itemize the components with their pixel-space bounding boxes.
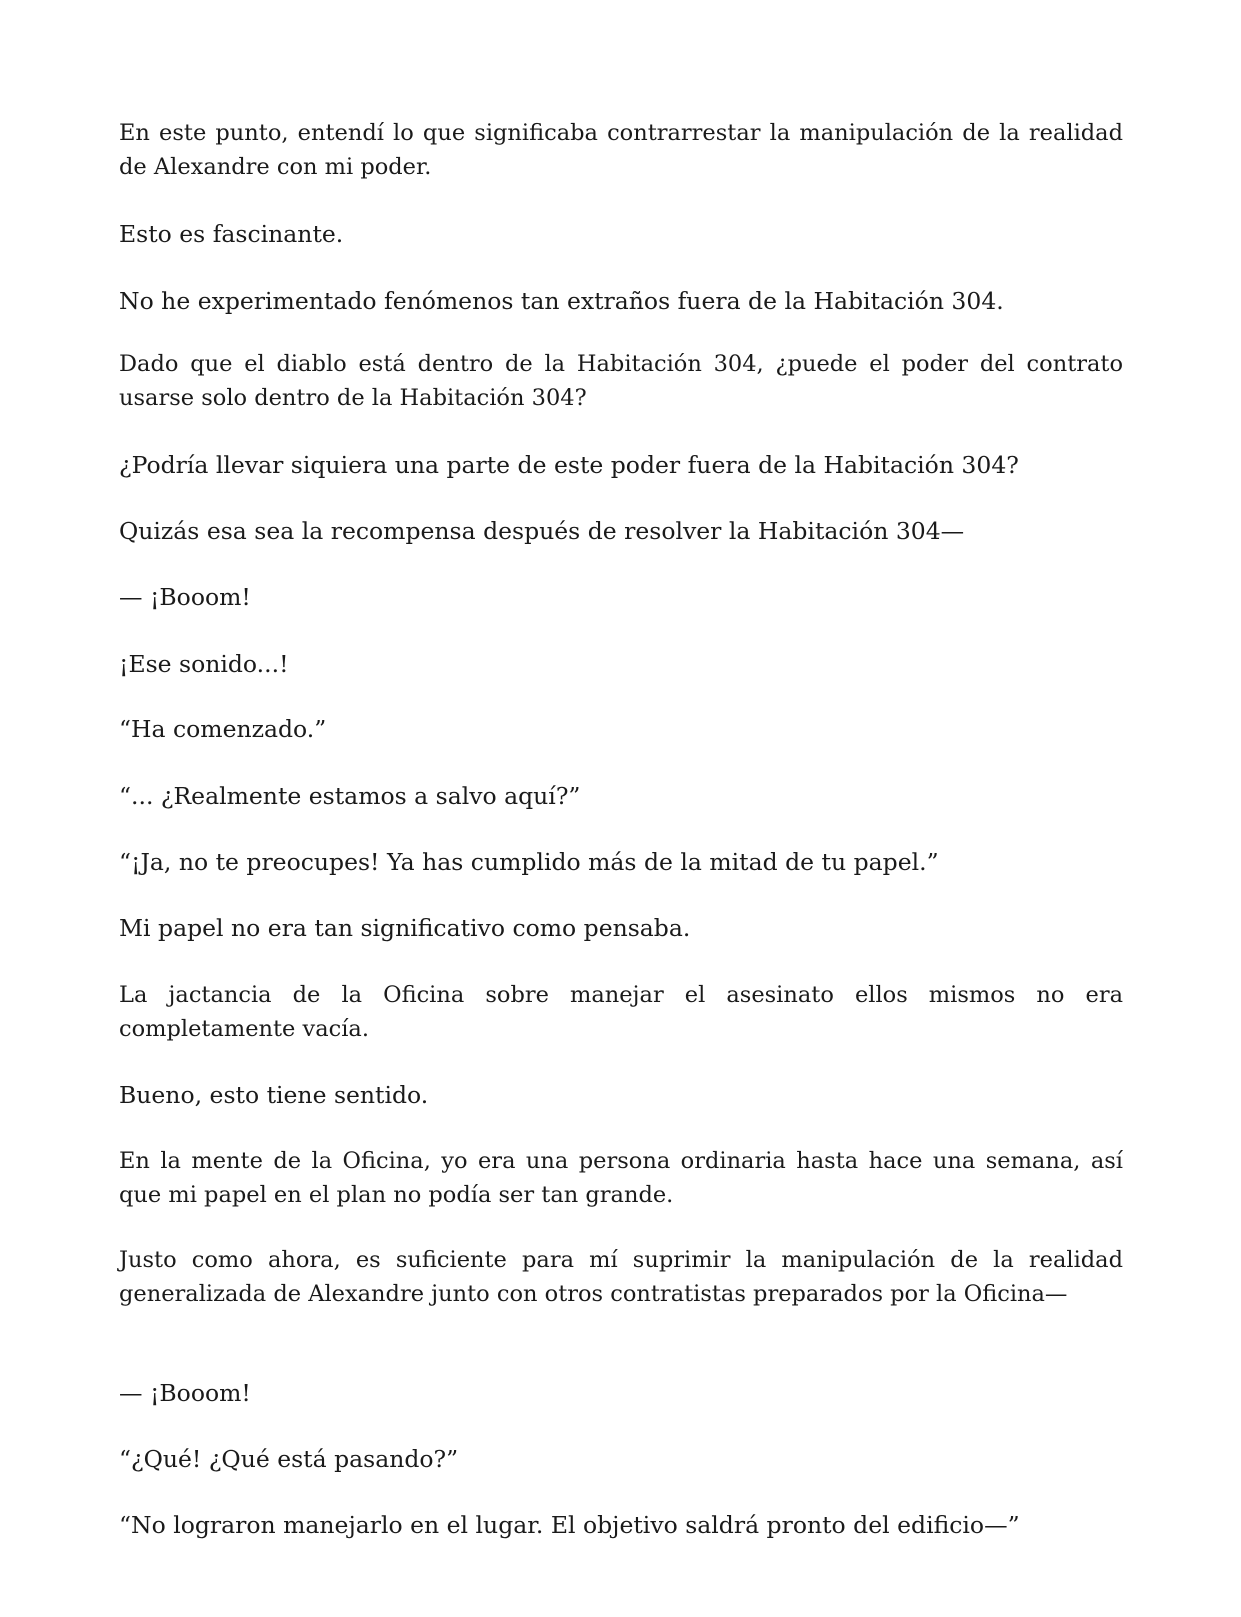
paragraph: “¿Qué! ¿Qué está pasando?” <box>119 1445 459 1473</box>
paragraph: Mi papel no era tan significativo como pensaba. <box>119 914 691 942</box>
paragraph: Quizás esa sea la recompensa después de resolver la Habitación 304— <box>119 517 965 545</box>
paragraph: Justo como ahora, es suficiente para mí suprimir la manipulación de la realidad generalizada de Alexandre junto con otros contratistas preparados por la Oficina— <box>119 1247 1123 1307</box>
paragraph: “¡Ja, no te preocupes! Ya has cumplido más de la mitad de tu papel.” <box>119 848 939 876</box>
paragraph: ¿Podría llevar siquiera una parte de este poder fuera de la Habitación 304? <box>119 451 1019 479</box>
paragraph: — ¡Booom! <box>119 583 251 611</box>
paragraph: “Ha comenzado.” <box>119 715 327 743</box>
paragraph: — ¡Booom! <box>119 1379 251 1407</box>
paragraph: Dado que el diablo está dentro de la Habitación 304, ¿puede el poder del contrato usarse solo dentro de la Habitación 304? <box>119 351 1123 411</box>
paragraph: En este punto, entendí lo que significaba contrarrestar la manipulación de la realidad de Alexandre con mi poder. <box>119 120 1123 180</box>
paragraph: ¡Ese sonido...! <box>119 650 289 678</box>
paragraph: En la mente de la Oficina, yo era una persona ordinaria hasta hace una semana, así que mi papel en el plan no podía ser tan grande. <box>119 1148 1123 1208</box>
paragraph: Bueno, esto tiene sentido. <box>119 1081 429 1109</box>
paragraph: No he experimentado fenómenos tan extraños fuera de la Habitación 304. <box>119 287 1004 315</box>
paragraph: Esto es fascinante. <box>119 220 344 248</box>
paragraph: “No lograron manejarlo en el lugar. El objetivo saldrá pronto del edificio—” <box>119 1511 1020 1539</box>
paragraph: La jactancia de la Oficina sobre manejar el asesinato ellos mismos no era completamente vacía. <box>119 982 1123 1042</box>
paragraph: “... ¿Realmente estamos a salvo aquí?” <box>119 782 581 810</box>
